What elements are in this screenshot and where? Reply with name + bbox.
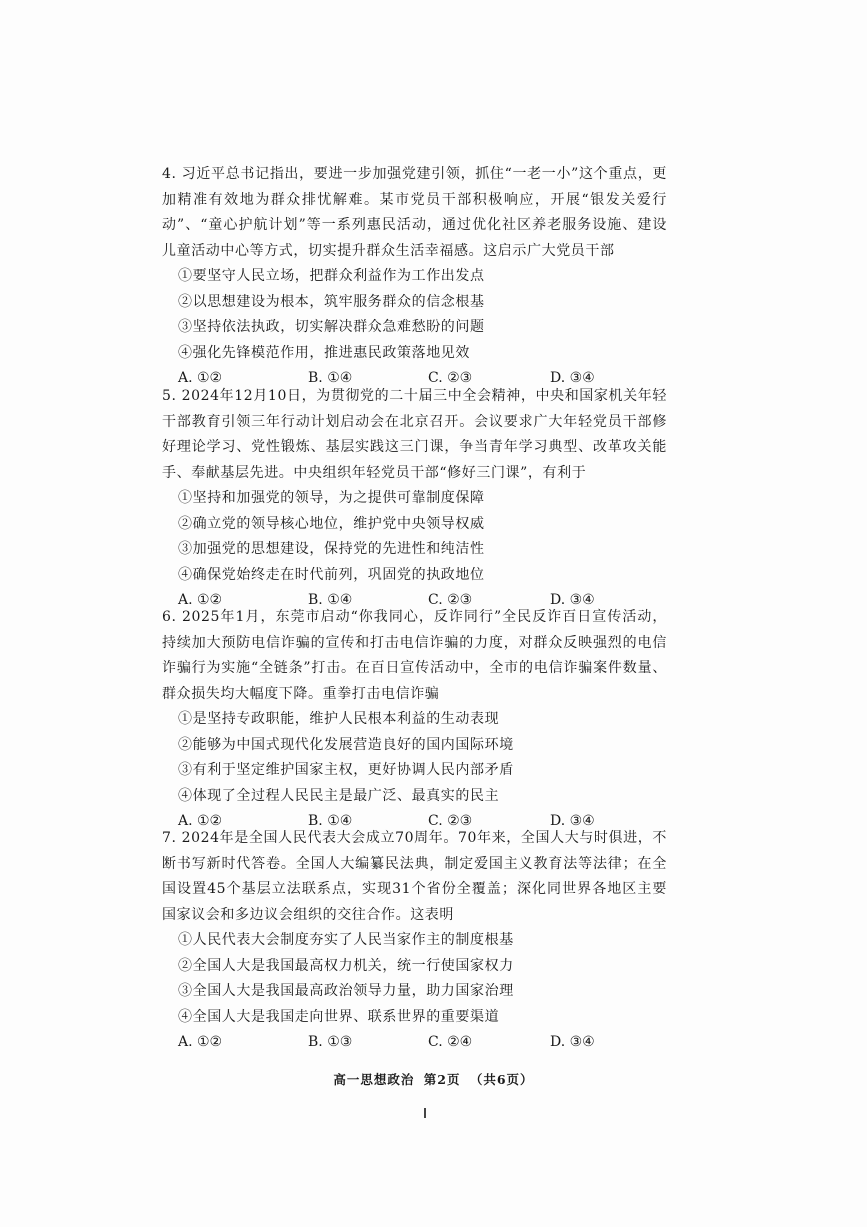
option-b: B. ①④ xyxy=(308,370,353,386)
scan-mark xyxy=(424,1108,426,1118)
statement: ③有利于坚定维护国家主权，更好协调人民内部矛盾 xyxy=(178,762,514,778)
option-a: A. ①② xyxy=(178,370,223,386)
statement: ②以思想建设为根本，筑牢服务群众的信念根基 xyxy=(178,293,485,310)
statement: ③加强党的思想建设，保持党的先进性和纯洁性 xyxy=(178,541,485,557)
statement: ②全国人大是我国最高权力机关，统一行使国家权力 xyxy=(178,957,514,974)
footer-subject: 高一思想政治 xyxy=(333,1072,415,1087)
footer-total: （共6页） xyxy=(469,1072,534,1087)
option-a: A. ①② xyxy=(178,592,223,608)
option-b: B. ①③ xyxy=(308,1034,353,1050)
option-d: D. ③④ xyxy=(550,370,595,386)
option-c: C. ②④ xyxy=(428,1034,473,1050)
statement: ③全国人大是我国最高政治领导力量，助力国家治理 xyxy=(178,983,514,999)
question-7 xyxy=(162,826,667,1056)
footer-page: 第2页 xyxy=(423,1072,461,1087)
statement: ①是坚持专政职能，维护人民根本利益的生动表现 xyxy=(178,711,500,727)
option-d: D. ③④ xyxy=(550,592,595,608)
statement: ②能够为中国式现代化发展营造良好的国内国际环境 xyxy=(178,736,514,753)
statement: ①人民代表大会制度夯实了人民当家作主的制度根基 xyxy=(178,932,514,948)
statement: ①坚持和加强党的领导，为之提供可靠制度保障 xyxy=(178,490,485,506)
question-stem: 6. 2025年1月，东莞市启动“你我同心，反诈同行”全民反诈百日宣传活动，持续加大预防电信诈骗的宣传和打击电信诈骗的力度，对群众反映强烈的电信诈骗行为实施“全链条”打击。在百日宣传活动中，全市的电信诈骗案件数量、群众损失均大幅度下降。重拳打击电信诈骗 xyxy=(162,609,667,702)
question-6 xyxy=(162,605,667,835)
statement: ④体现了全过程人民民主是最广泛、最真实的民主 xyxy=(178,787,500,804)
question-5 xyxy=(162,384,667,614)
option-c: C. ②③ xyxy=(428,370,473,386)
statement: ④强化先锋模范作用，推进惠民政策落地见效 xyxy=(178,344,470,361)
option-d: D. ③④ xyxy=(550,813,595,829)
page-footer xyxy=(0,1070,867,1088)
statement: ③坚持依法执政，切实解决群众急难愁盼的问题 xyxy=(178,319,485,335)
statement: ②确立党的领导核心地位，维护党中央领导权威 xyxy=(178,515,485,532)
option-b: B. ①④ xyxy=(308,813,353,829)
option-c: C. ②③ xyxy=(428,592,473,608)
option-a: A. ①② xyxy=(178,813,223,829)
question-stem: 7. 2024年是全国人民代表大会成立70周年。70年来，全国人大与时俱进，不断书写新时代答卷。全国人大编纂民法典，制定爱国主义教育法等法律；在全国设置45个基层立法联系点，实现31个省份全覆盖；深化同世界各地区主要国家议会和多边议会组织的交往合作。这表明 xyxy=(162,830,667,923)
question-stem: 5. 2024年12月10日，为贯彻党的二十届三中全会精神，中央和国家机关年轻干部教育引领三年行动计划启动会在北京召开。会议要求广大年轻党员干部修好理论学习、党性锻炼、基层实践这三门课，争当青年学习典型、改革攻关能手、奉献基层先进。中央组织年轻党员干部“修好三门课”，有利于 xyxy=(162,388,667,481)
option-a: A. ①② xyxy=(178,1034,223,1050)
question-4 xyxy=(162,162,667,392)
statement: ④全国人大是我国走向世界、联系世界的重要渠道 xyxy=(178,1008,500,1025)
statement: ④确保党始终走在时代前列，巩固党的执政地位 xyxy=(178,566,485,583)
answer-options xyxy=(162,1030,667,1056)
statement: ①要坚守人民立场，把群众利益作为工作出发点 xyxy=(178,268,485,284)
option-c: C. ②③ xyxy=(428,813,473,829)
option-d: D. ③④ xyxy=(550,1034,595,1050)
question-stem: 4. 习近平总书记指出，要进一步加强党建引领，抓住“一老一小”这个重点，更加精准有效地为群众排忧解难。某市党员干部积极响应，开展“银发关爱行动”、“童心护航计划”等一系列惠民活动，通过优化社区养老服务设施、建设儿童活动中心等方式，切实提升群众生活幸福感。这启示广大党员干部 xyxy=(162,166,667,259)
option-b: B. ①④ xyxy=(308,592,353,608)
